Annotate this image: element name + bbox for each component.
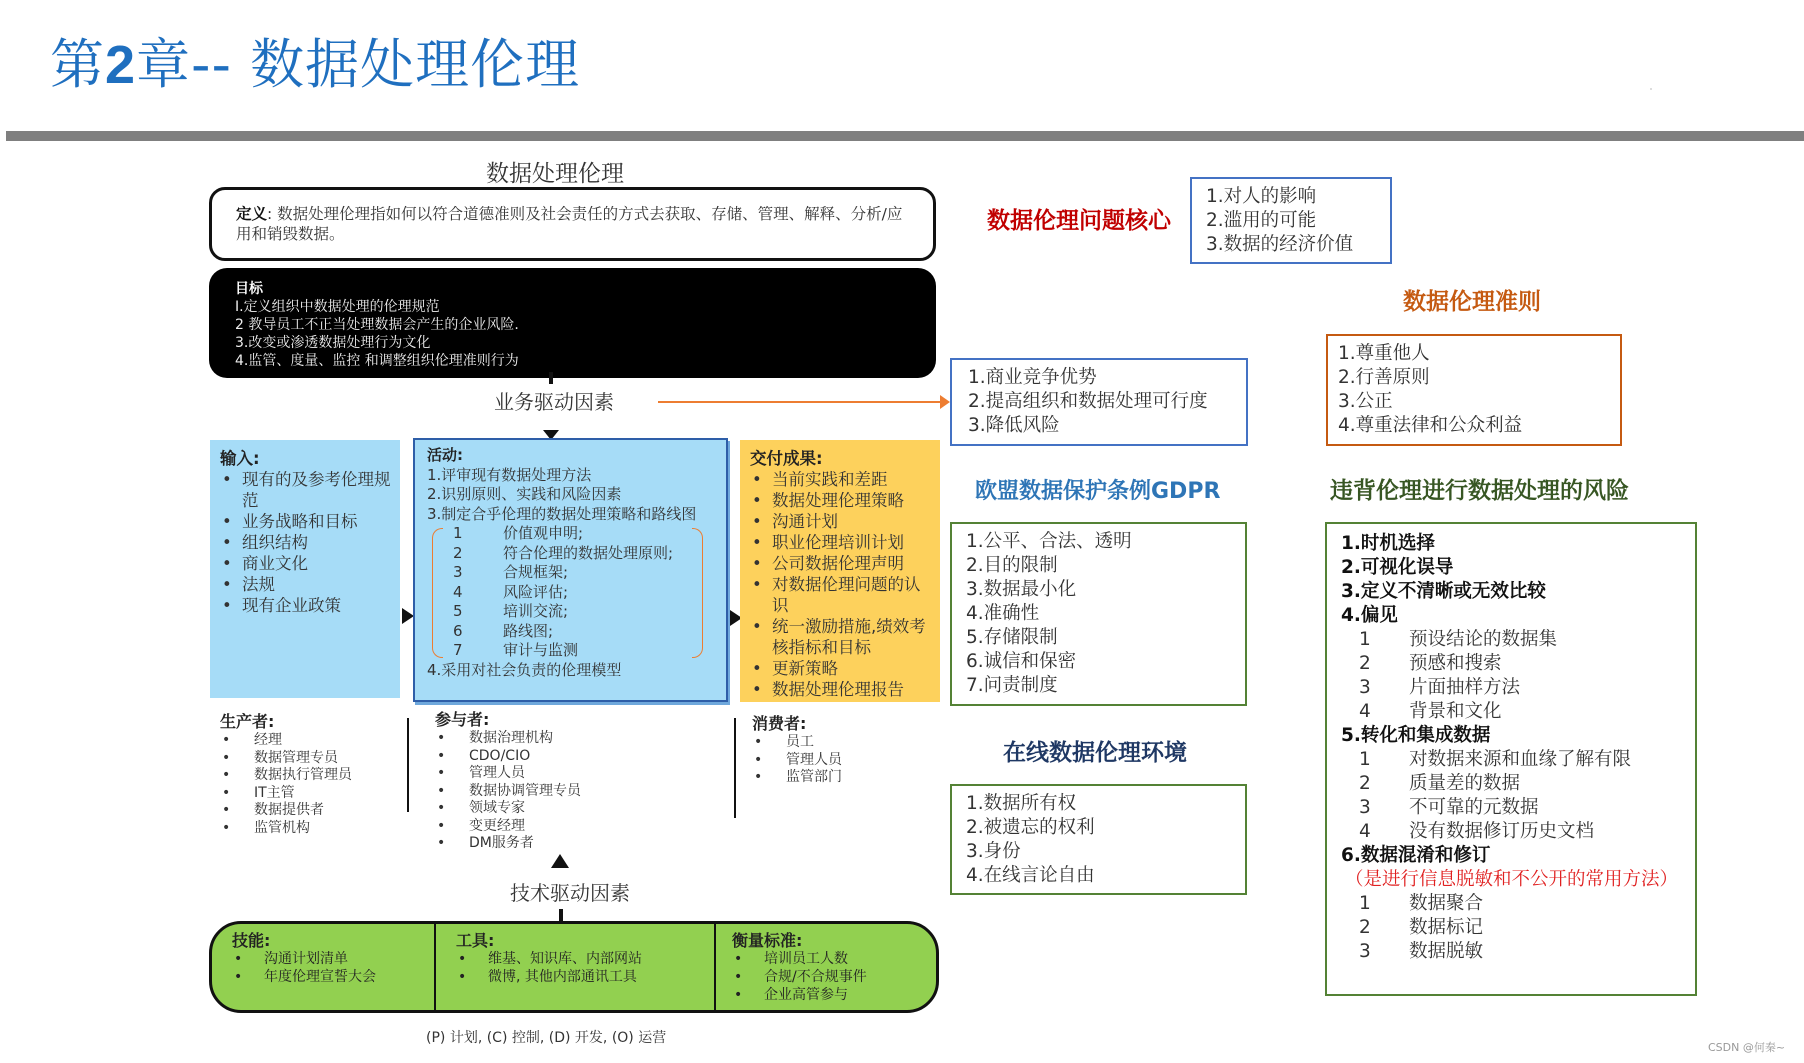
input-item: • 法规: [220, 574, 392, 595]
core-panel: [1190, 177, 1392, 264]
producer-item: • 数据提供者: [220, 802, 400, 820]
principle-item: 2.行善原则: [1338, 367, 1430, 388]
risk-section: 5.转化和集成数据: [1341, 725, 1491, 746]
risk-sub-item: [1341, 700, 1695, 724]
inputs-heading: 输入:: [220, 449, 260, 468]
deliverable-item: • 更新策略: [750, 658, 934, 679]
deliverable-item: • 当前实践和差距: [750, 469, 934, 490]
legend-text: (P) 计划, (C) 控制, (D) 开发, (O) 运营: [426, 1030, 667, 1046]
sub-text: 背景和文化: [1409, 701, 1502, 722]
risk-sub-item: [1341, 796, 1695, 820]
sub-num: 1: [453, 524, 463, 542]
sub-text: 对数据来源和血缘了解有限: [1409, 749, 1632, 770]
driver-item: 1.商业竞争优势: [968, 367, 1097, 388]
risk-sub-item: [1341, 652, 1695, 676]
gdpr-panel: [950, 522, 1247, 706]
gdpr-item: 3.数据最小化: [966, 579, 1077, 600]
participants-section: [435, 710, 695, 853]
consumer-item: • 管理人员: [752, 752, 932, 770]
sub-text: 质量差的数据: [1409, 773, 1521, 794]
activity-item: 3.制定合乎伦理的数据处理策略和路线图: [427, 504, 697, 523]
tool-item: • 微博, 其他内部通讯工具: [456, 968, 714, 986]
business-drivers-label: 业务驱动因素: [494, 390, 614, 414]
sub-text: 符合伦理的数据处理原则;: [503, 543, 674, 562]
sub-text: 没有数据修订历史文档: [1409, 821, 1595, 842]
arrow-right-icon: [940, 395, 950, 409]
risk-sub-item: [1341, 916, 1695, 940]
sub-num: 3: [1359, 797, 1371, 818]
sub-num: 6: [453, 621, 463, 640]
producer-item: • 数据执行管理员: [220, 767, 400, 785]
input-item: • 组织结构: [220, 532, 392, 553]
sub-num: 2: [1359, 653, 1371, 674]
gdpr-item: 7.问责制度: [966, 675, 1058, 696]
sub-num: 3: [1359, 941, 1371, 962]
right-brace-icon: [692, 528, 703, 658]
connector-line: [549, 372, 553, 384]
input-item: • 商业文化: [220, 553, 392, 574]
skills-section: [212, 924, 436, 1010]
risk-section: 6.数据混淆和修订: [1341, 845, 1491, 866]
risks-title: 违背伦理进行数据处理的风险: [1330, 478, 1629, 504]
core-item: 2.滥用的可能: [1206, 210, 1317, 231]
core-title: 数据伦理问题核心: [987, 208, 1171, 234]
participant-item: • 变更经理: [435, 818, 695, 836]
driver-item: 2.提高组织和数据处理可行度: [968, 391, 1208, 412]
producer-item: • 数据管理专员: [220, 750, 400, 768]
arrow-up-icon: [551, 854, 569, 868]
gdpr-item: 6.诚信和保密: [966, 651, 1077, 672]
input-item: • 现有的及参考伦理规范: [220, 469, 392, 511]
skill-item: • 年度伦理宣誓大会: [232, 968, 434, 986]
goal-item: 4.监管、度量、监控 和调整组织伦理准则行为: [235, 353, 519, 369]
participant-item: • 领域专家: [435, 800, 695, 818]
consumer-item: • 员工: [752, 734, 932, 752]
sub-num: 4: [1359, 821, 1371, 842]
consumers-section: [752, 714, 932, 787]
sub-num: 1: [1359, 749, 1371, 770]
sub-num: 5: [453, 602, 463, 620]
activity-sub-item: [427, 602, 720, 622]
metrics-section: [716, 924, 936, 1010]
metric-item: • 培训员工人数: [732, 950, 936, 968]
participant-item: • 数据治理机构: [435, 730, 695, 748]
activities-box: [413, 438, 728, 702]
online-title: 在线数据伦理环境: [1003, 740, 1187, 766]
sub-text: 价值观申明;: [503, 524, 584, 542]
activity-sub-item: [427, 622, 720, 642]
risk-section: 4.偏见: [1341, 605, 1398, 626]
page-title: [50, 22, 580, 99]
sub-num: 3: [1359, 677, 1371, 698]
goals-heading: 目标: [235, 281, 263, 297]
risk-note: （是进行信息脱敏和不公开的常用方法）: [1345, 869, 1679, 890]
sub-text: 片面抽样方法: [1409, 677, 1521, 698]
definition-label: 定义: [236, 205, 268, 223]
goal-item: 2 教导员工不正当处理数据会产生的企业风险.: [235, 317, 519, 333]
risk-sub-item: [1341, 748, 1695, 772]
inputs-box: [210, 440, 400, 698]
sub-num: 2: [1359, 917, 1371, 938]
consumers-heading: 消费者:: [752, 714, 807, 733]
deliverable-item: • 数据处理伦理报告: [750, 679, 934, 700]
sub-text: 审计与监测: [503, 641, 579, 659]
skill-item: • 沟通计划清单: [232, 950, 434, 968]
divider-line: [407, 718, 409, 812]
deliverables-box: [740, 440, 940, 702]
sub-num: 2: [1359, 773, 1371, 794]
business-drivers-panel: [950, 358, 1248, 446]
producer-item: • 监管机构: [220, 820, 400, 838]
sub-text: 预设结论的数据集: [1409, 629, 1558, 650]
principle-item: 3.公正: [1338, 391, 1393, 412]
supporting-box: [209, 921, 939, 1013]
activity-item: 4.采用对社会负责的伦理模型: [427, 660, 622, 679]
activity-sub-item: [427, 641, 720, 661]
definition-box: [209, 187, 936, 261]
activity-sub-item: [427, 583, 720, 603]
header-divider: [6, 131, 1804, 141]
metrics-heading: 衡量标准:: [732, 931, 803, 950]
skills-heading: 技能:: [232, 931, 271, 950]
diagram-title: 数据处理伦理: [486, 161, 624, 187]
gdpr-item: 4.准确性: [966, 603, 1040, 624]
input-item: • 现有企业政策: [220, 595, 392, 616]
online-item: 2.被遗忘的权利: [966, 817, 1095, 838]
producers-section: [220, 712, 400, 837]
sub-text: 数据聚合: [1409, 893, 1484, 914]
participants-heading: 参与者:: [435, 710, 490, 729]
sub-num: 7: [453, 641, 463, 659]
online-panel: [950, 784, 1247, 895]
risk-sub-item: [1341, 820, 1695, 844]
divider-line: [734, 718, 736, 818]
sub-num: 3: [453, 563, 463, 581]
participant-item: • 数据协调管理专员: [435, 783, 695, 801]
left-brace-icon: [432, 528, 443, 658]
decorative-dot: [1650, 88, 1652, 90]
risk-section: 1.时机选择: [1341, 533, 1435, 554]
orange-arrow-line: [658, 401, 946, 403]
sub-text: 培训交流;: [503, 602, 569, 620]
principles-title: 数据伦理准则: [1403, 289, 1541, 315]
deliverable-item: • 职业伦理培训计划: [750, 532, 934, 553]
deliverables-heading: 交付成果:: [750, 449, 823, 468]
risk-sub-item: [1341, 628, 1695, 652]
title-chapter-number: 2: [105, 35, 137, 95]
sub-num: 4: [1359, 701, 1371, 722]
online-item: 1.数据所有权: [966, 793, 1077, 814]
activity-sub-item: [427, 544, 720, 564]
gdpr-item: 1.公平、合法、透明: [966, 531, 1132, 552]
consumer-item: • 监管部门: [752, 769, 932, 787]
tools-heading: 工具:: [456, 931, 495, 950]
gdpr-title: 欧盟数据保护条例GDPR: [975, 479, 1221, 504]
goals-box: [209, 268, 936, 378]
deliverable-item: • 统一激励措施,绩效考核指标和目标: [750, 616, 934, 658]
input-item: • 业务战略和目标: [220, 511, 392, 532]
sub-num: 2: [453, 543, 463, 562]
tools-section: [436, 924, 716, 1010]
sub-text: 预感和搜索: [1409, 653, 1502, 674]
activity-sub-item: [427, 524, 720, 544]
participant-item: • 管理人员: [435, 765, 695, 783]
principle-item: 4.尊重法律和公众利益: [1338, 415, 1523, 436]
deliverable-item: • 沟通计划: [750, 511, 934, 532]
online-item: 4.在线言论自由: [966, 865, 1095, 886]
goal-item: 3.改变或渗透数据处理行为文化: [235, 335, 431, 351]
sub-text: 数据脱敏: [1409, 941, 1484, 962]
online-item: 3.身份: [966, 841, 1021, 862]
risk-sub-item: [1341, 940, 1695, 964]
sub-text: 合规框架;: [503, 563, 569, 581]
risk-sub-item: [1341, 772, 1695, 796]
title-suffix: 章-- 数据处理伦理: [136, 33, 581, 96]
risks-panel: [1325, 522, 1697, 996]
gdpr-item: 5.存储限制: [966, 627, 1058, 648]
sub-num: 1: [1359, 893, 1371, 914]
watermark: CSDN @何秦~: [1708, 1041, 1786, 1054]
title-prefix: 第: [50, 33, 105, 96]
producer-item: • IT主管: [220, 785, 400, 803]
risk-section: 3.定义不清晰或无效比较: [1341, 581, 1546, 602]
core-item: 1.对人的影响: [1206, 186, 1317, 207]
principle-item: 1.尊重他人: [1338, 343, 1430, 364]
risk-section: 2.可视化误导: [1341, 557, 1454, 578]
metric-item: • 企业高管参与: [732, 986, 936, 1004]
participant-item: • DM服务者: [435, 835, 695, 853]
sub-text: 数据标记: [1409, 917, 1484, 938]
definition-text: : 数据处理伦理指如何以符合道德准则及社会责任的方式去获取、存储、管理、解释、分析/应用和销毁数据。: [236, 205, 903, 243]
risk-sub-item: [1341, 676, 1695, 700]
metric-item: • 合规/不合规事件: [732, 968, 936, 986]
goal-item: I.定义组织中数据处理的伦理规范: [235, 299, 440, 315]
gdpr-item: 2.目的限制: [966, 555, 1058, 576]
producers-heading: 生产者:: [220, 712, 275, 731]
producer-item: • 经理: [220, 732, 400, 750]
principles-panel: [1326, 334, 1622, 446]
sub-text: 路线图;: [503, 621, 554, 640]
activities-heading: 活动:: [427, 446, 463, 464]
deliverable-item: • 数据处理伦理策略: [750, 490, 934, 511]
sub-num: 1: [1359, 629, 1371, 650]
activity-item: 1.评审现有数据处理方法: [427, 465, 592, 484]
core-item: 3.数据的经济价值: [1206, 234, 1354, 255]
activity-sub-item: [427, 563, 720, 583]
deliverable-item: • 公司数据伦理声明: [750, 553, 934, 574]
sub-text: 不可靠的元数据: [1409, 797, 1539, 818]
participant-item: • CDO/CIO: [435, 748, 695, 766]
driver-item: 3.降低风险: [968, 415, 1060, 436]
sub-num: 4: [453, 582, 463, 601]
risk-sub-item: [1341, 892, 1695, 916]
technical-drivers-label: 技术驱动因素: [510, 881, 630, 905]
activity-item: 2.识别原则、实践和风险因素: [427, 485, 622, 503]
sub-text: 风险评估;: [503, 582, 569, 601]
deliverable-item: • 对数据伦理问题的认识: [750, 574, 934, 616]
tool-item: • 维基、知识库、内部网站: [456, 950, 714, 968]
